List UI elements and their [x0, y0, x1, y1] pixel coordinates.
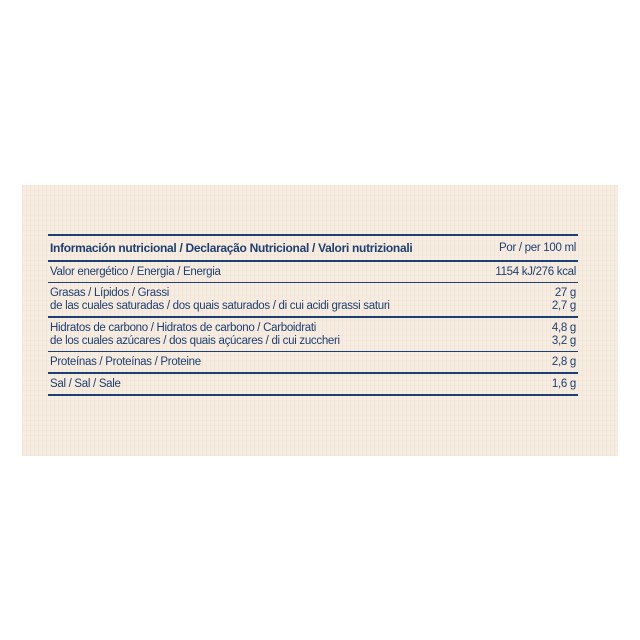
nutrition-row-fat [48, 283, 578, 316]
sugars-label: de los cuales azúcares / dos quais açúcares / di cui zuccheri [50, 334, 340, 347]
salt-value: 1,6 g [551, 377, 576, 390]
bottom-rule [48, 394, 578, 396]
fat-value: 27 g [554, 287, 576, 299]
energy-value: 1154 kJ/276 kcal [495, 265, 576, 278]
salt-label: Sal / Sal / Sale [50, 377, 121, 390]
nutrition-header-row [48, 236, 578, 260]
protein-value: 2,8 g [551, 356, 576, 368]
nutrition-title: Información nutricional / Declaração Nutricional / Valori nutrizionali [50, 241, 413, 255]
nutrition-row-protein [48, 352, 578, 372]
carbs-label: Hidratos de carbono / Hidratos de carbono / Carboidrati [50, 321, 317, 334]
saturated-fat-value: 2,7 g [551, 300, 576, 312]
saturated-fat-label: de las cuales saturadas / dos quais saturados / di cui acidi grassi saturi [50, 300, 390, 312]
sugars-value: 3,2 g [551, 334, 576, 347]
nutrition-row-energy [48, 262, 578, 282]
fat-label: Grasas / Lípidos / Grassi [50, 287, 170, 299]
nutrition-row-carbs [48, 318, 578, 351]
carbs-value: 4,8 g [551, 321, 576, 334]
energy-label: Valor energético / Energia / Energia [50, 265, 221, 278]
nutrition-table [48, 234, 578, 396]
nutrition-row-salt [48, 374, 578, 394]
protein-label: Proteínas / Proteínas / Proteine [50, 356, 201, 368]
per-100ml-label: Por / per 100 ml [498, 242, 576, 254]
